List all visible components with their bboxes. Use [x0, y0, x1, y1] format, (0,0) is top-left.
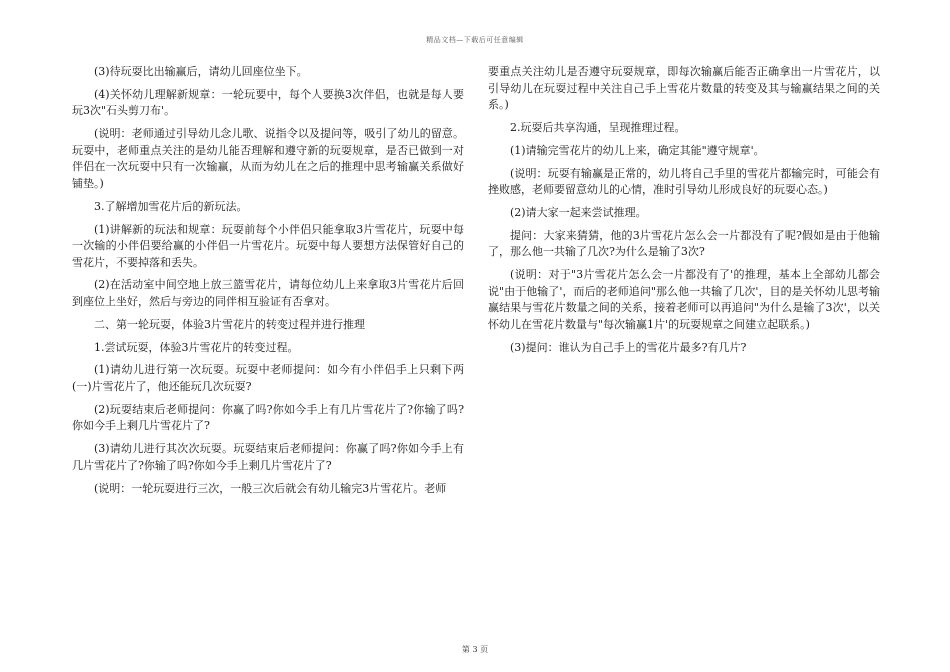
paragraph: (2)玩耍结束后老师提问：你赢了吗?你如今手上有几片雪花片了?你输了吗?你如今手上剩几片雪花片了?: [72, 402, 464, 433]
paragraph: (4)关怀幼儿理解新规章：一轮玩要中，每个人要换3次伴侣，也就是每人要玩3次"石头剪刀布'。: [72, 87, 464, 118]
section-heading: 二、第一轮玩耍，体验3片雪花片的转变过程并进行推理: [94, 317, 365, 331]
paragraph: (3)提问：谁认为自己手上的雪花片最多?有几片?: [510, 340, 747, 354]
paragraph: (说明：一轮玩耍进行三次，一般三次后就会有幼儿输完3片雪花片。老师: [94, 481, 447, 495]
right-column: [488, 64, 880, 362]
paragraph: (1)请幼儿进行第一次玩耍。玩耍中老师提问：如今有小伴侣手上只剩下两(一)片雪花片了，他还能玩几次玩耍?: [72, 363, 464, 393]
paragraph-continued: 要重点关注幼儿是否遵守玩耍规章，即每次输赢后能否正确拿出一片雪花片，以引导幼儿在玩耍过程中关注自己手上雪花片数量的转变及其与输赢结果之间的关系。): [488, 65, 880, 112]
left-column: [72, 64, 464, 503]
paragraph: (说明：老师通过引导幼儿念儿歌、说指令以及提问等，吸引了幼儿的留意。玩耍中，老师重点关注的是幼儿能否理解和遵守新的玩耍规章，是否已做到一对伴侣在一次玩耍中只有一次输赢，从而为幼儿在之后的推理中思考输赢关系做好铺垫。): [72, 127, 464, 190]
paragraph: 提问：大家来猜猜，他的3片雪花片怎么会一片都没有了呢?假如是由于他输了，那么他一共输了几次?为什么是输了3次?: [488, 228, 880, 259]
section-heading: 1.尝试玩耍，体验3片雪花片的转变过程。: [94, 340, 299, 354]
page-number: 第 3 页: [461, 645, 489, 654]
paragraph: (2)在活动室中间空地上放三篮雪花片，请每位幼儿上来拿取3片雪花片后回到座位上坐好，然后与旁边的同伴相互验证有否拿对。: [72, 278, 464, 309]
paragraph: (说明：玩耍有输赢是正常的，幼儿将自己手里的雪花片都输完时，可能会有挫败感，老师要留意幼儿的心情，准时引导幼儿形成良好的玩耍心态。): [488, 166, 880, 197]
paragraph: (3)待玩耍比出输赢后，请幼儿回座位坐下。: [94, 65, 308, 78]
section-heading: 2.玩耍后共享沟通，呈现推理过程。: [510, 120, 686, 134]
paragraph: (1)请输完雪花片的幼儿上来，确定其能"遵守规章'。: [510, 143, 765, 157]
paragraph: (2)请大家一起来尝试推理。: [510, 205, 647, 219]
section-heading: 3.了解增加雪花片后的新玩法。: [94, 199, 248, 213]
paragraph: (说明：对于"3片雪花片怎么会一片都没有了'的推理，基本上全部幼儿都会说"由于他输了'，而后的老师追问"那么他一共输了几次'，目的是关怀幼儿思考输赢结果与雪花片数量之间的关系，接着老师可以再追问"为什么是输了3次'，以关怀幼儿在雪花片数量与"每次输赢1片'的玩耍规章之间建立起联系。): [488, 268, 880, 331]
paragraph: (1)讲解新的玩法和规章：玩耍前每个小伴侣只能拿取3片雪花片，玩耍中每一次输的小伴侣要给赢的小伴侣一片雪花片。玩耍中每人要想方法保管好自己的雪花片，不要掉落和丢失。: [72, 222, 464, 269]
page-header: 精品文档—下载后可任意编辑: [426, 36, 524, 44]
paragraph: (3)请幼儿进行其次次玩耍。玩耍结束后老师提问：你赢了吗?你如今手上有几片雪花片了?你输了吗?你如今手上剩几片雪花片了?: [72, 442, 464, 472]
